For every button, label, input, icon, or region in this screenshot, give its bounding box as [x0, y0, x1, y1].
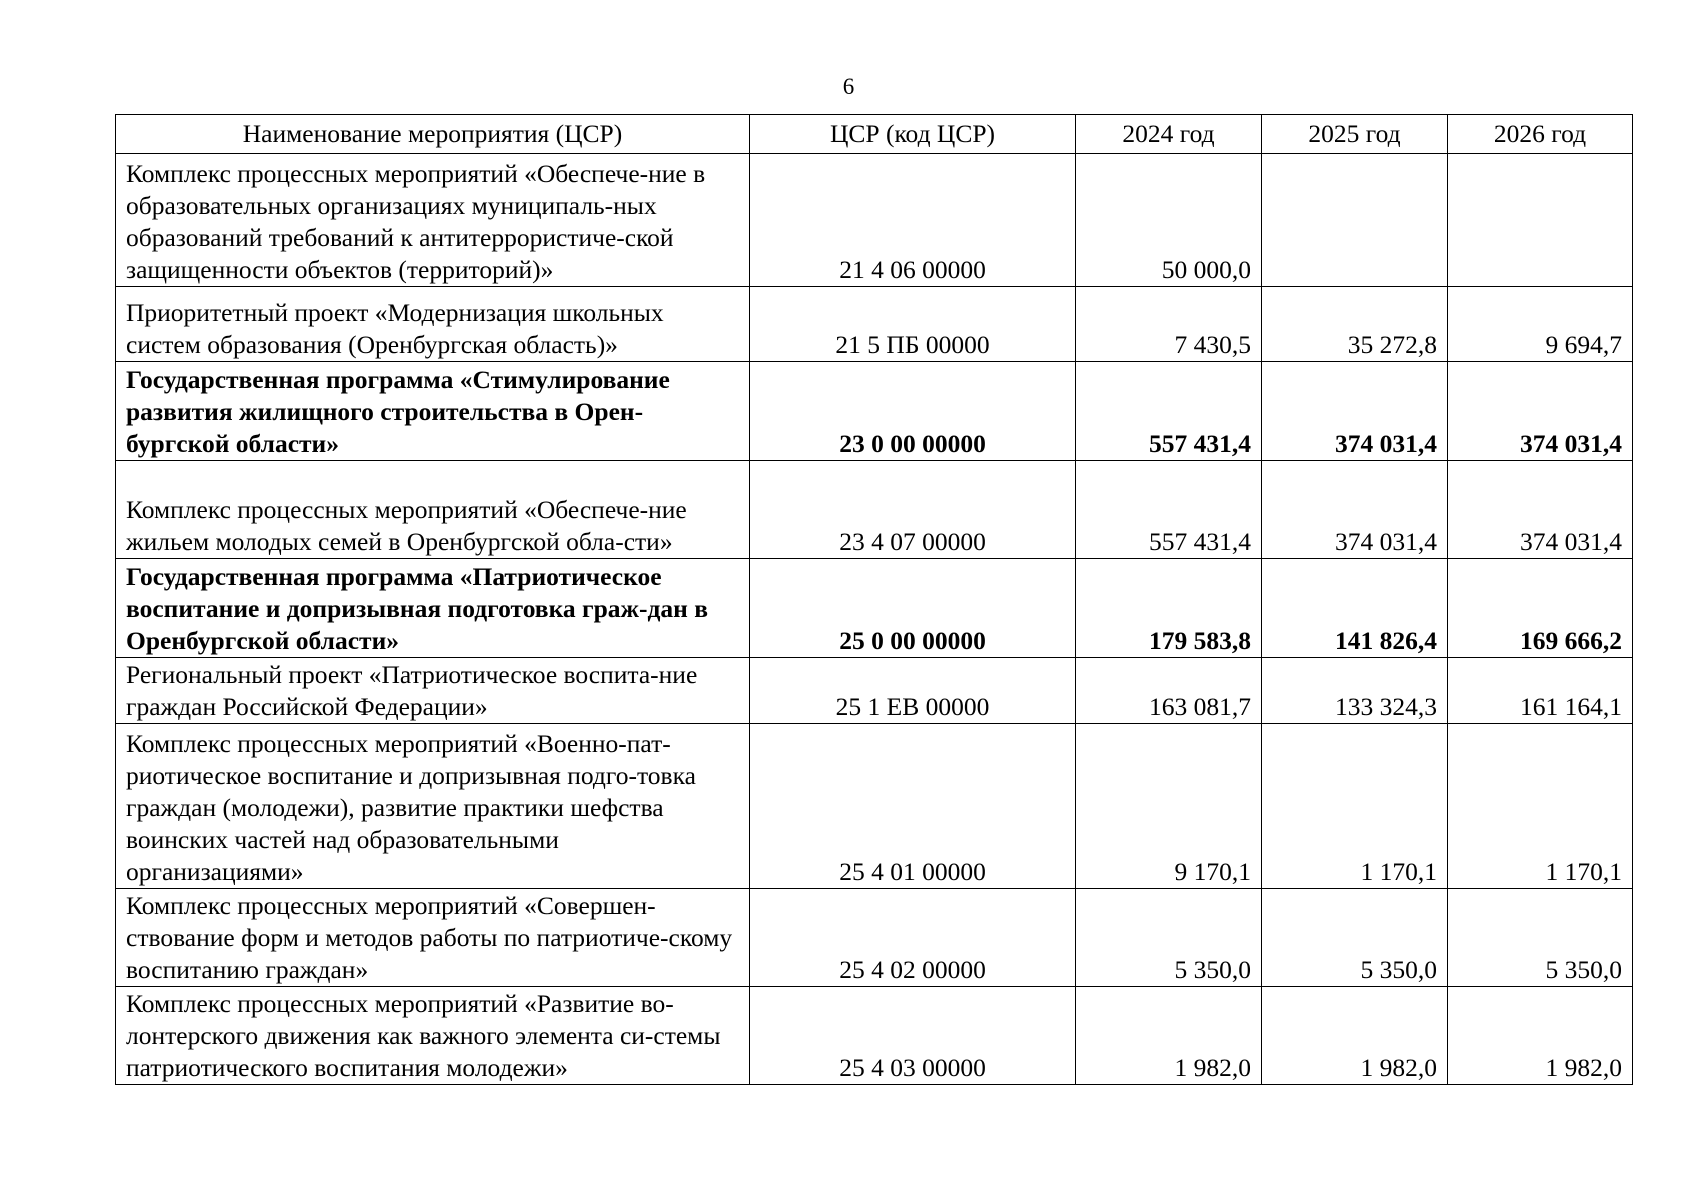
- cell-2024: 1 982,0: [1076, 987, 1262, 1085]
- cell-name: Государственная программа «Стимулирование развития жилищного строительства в Орен-бургской области»: [116, 362, 750, 461]
- cell-2025: 5 350,0: [1262, 889, 1448, 987]
- cell-2024: 179 583,8: [1076, 559, 1262, 658]
- cell-code: 21 4 06 00000: [750, 154, 1076, 287]
- cell-2025: 374 031,4: [1262, 461, 1448, 559]
- table-row: [116, 658, 1633, 724]
- cell-code: 21 5 ПБ 00000: [750, 287, 1076, 362]
- cell-2024: 50 000,0: [1076, 154, 1262, 287]
- cell-2024: 9 170,1: [1076, 724, 1262, 889]
- cell-2026: 1 170,1: [1448, 724, 1633, 889]
- cell-name: Региональный проект «Патриотическое воспита-ние граждан Российской Федерации»: [116, 658, 750, 724]
- cell-2025: 133 324,3: [1262, 658, 1448, 724]
- cell-2025: 1 982,0: [1262, 987, 1448, 1085]
- header-name: Наименование мероприятия (ЦСР): [116, 115, 750, 154]
- table-row: [116, 461, 1633, 559]
- cell-name: Комплекс процессных мероприятий «Совершен-ствование форм и методов работы по патриотиче-скому воспитанию граждан»: [116, 889, 750, 987]
- cell-2024: 557 431,4: [1076, 461, 1262, 559]
- cell-code: 23 4 07 00000: [750, 461, 1076, 559]
- table-row: [116, 724, 1633, 889]
- cell-name: Комплекс процессных мероприятий «Военно-пат-риотическое воспитание и допризывная подго-товка граждан (молодежи), развитие практики шефства воинских частей над образовательными организациями»: [116, 724, 750, 889]
- table-row: [116, 987, 1633, 1085]
- cell-name: Комплекс процессных мероприятий «Развитие во-лонтерского движения как важного элемента си-стемы патриотического воспитания молодежи»: [116, 987, 750, 1085]
- cell-code: 23 0 00 00000: [750, 362, 1076, 461]
- table-row: [116, 154, 1633, 287]
- table-header-row: [116, 115, 1633, 154]
- cell-2026: 374 031,4: [1448, 362, 1633, 461]
- cell-2024: 163 081,7: [1076, 658, 1262, 724]
- cell-code: 25 4 03 00000: [750, 987, 1076, 1085]
- cell-code: 25 4 02 00000: [750, 889, 1076, 987]
- cell-code: 25 0 00 00000: [750, 559, 1076, 658]
- table-row-program: [116, 559, 1633, 658]
- cell-2025: 1 170,1: [1262, 724, 1448, 889]
- cell-2026: 169 666,2: [1448, 559, 1633, 658]
- cell-2025: 374 031,4: [1262, 362, 1448, 461]
- cell-2024: 7 430,5: [1076, 287, 1262, 362]
- cell-2026: 5 350,0: [1448, 889, 1633, 987]
- cell-code: 25 1 EB 00000: [750, 658, 1076, 724]
- cell-code: 25 4 01 00000: [750, 724, 1076, 889]
- page-number: 6: [842, 74, 855, 99]
- header-code: ЦСР (код ЦСР): [750, 115, 1076, 154]
- cell-2025: [1262, 154, 1448, 287]
- table-row: [116, 287, 1633, 362]
- cell-2026: 374 031,4: [1448, 461, 1633, 559]
- cell-name: Комплекс процессных мероприятий «Обеспече-ние жильем молодых семей в Оренбургской обла-сти»: [116, 461, 750, 559]
- cell-name: Комплекс процессных мероприятий «Обеспече-ние в образовательных организациях муниципаль-ных образований требований к антитеррористиче-ской защищенности объектов (территорий)»: [116, 154, 750, 287]
- cell-2024: 5 350,0: [1076, 889, 1262, 987]
- table-row: [116, 889, 1633, 987]
- cell-2026: 1 982,0: [1448, 987, 1633, 1085]
- cell-2025: 35 272,8: [1262, 287, 1448, 362]
- table-row-program: [116, 362, 1633, 461]
- cell-2026: 161 164,1: [1448, 658, 1633, 724]
- header-2025: 2025 год: [1262, 115, 1448, 154]
- cell-2025: 141 826,4: [1262, 559, 1448, 658]
- cell-2026: 9 694,7: [1448, 287, 1633, 362]
- cell-name: Государственная программа «Патриотическое воспитание и допризывная подготовка граж-дан в Оренбургской области»: [116, 559, 750, 658]
- header-2024: 2024 год: [1076, 115, 1262, 154]
- cell-name: Приоритетный проект «Модернизация школьных систем образования (Оренбургская область)»: [116, 287, 750, 362]
- budget-table: [115, 114, 1633, 1085]
- cell-2026: [1448, 154, 1633, 287]
- header-2026: 2026 год: [1448, 115, 1633, 154]
- cell-2024: 557 431,4: [1076, 362, 1262, 461]
